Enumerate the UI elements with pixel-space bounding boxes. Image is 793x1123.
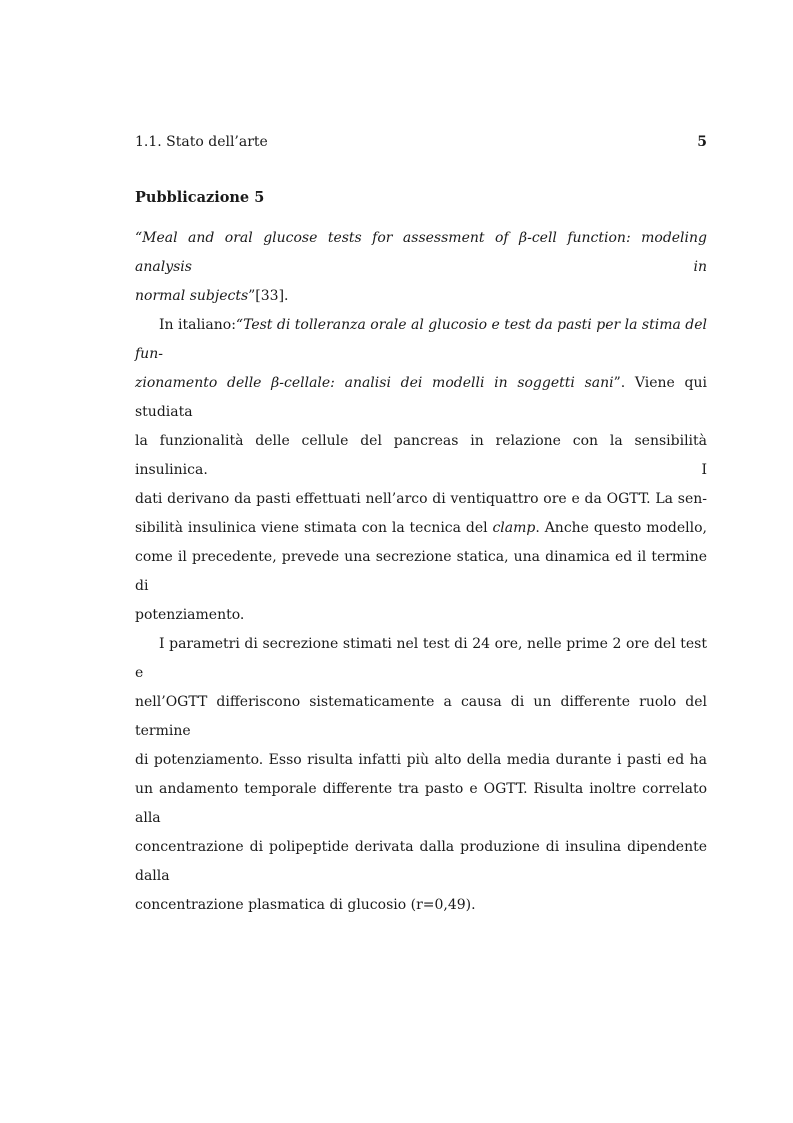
title-line-2 xyxy=(135,282,707,311)
section-title: 1.1. Stato dell’arte xyxy=(135,134,268,150)
para1-prefix: In italiano: xyxy=(159,317,236,333)
para1-line-5-end: . Anche questo modello, xyxy=(535,520,707,536)
para2-line-5: concentrazione di polipeptide derivata dalla produzione di insulina dipendente dalla xyxy=(135,839,707,884)
para2-line-4: un andamento temporale differente tra pasto e OGTT. Risulta inoltre correlato alla xyxy=(135,781,707,826)
para1-line-4: dati derivano da pasti effettuati nell’arco di ventiquattro ore e da OGTT. La sen- xyxy=(135,491,707,507)
para1-line-5-start: sibilità insulinica viene stimata con la tecnica del xyxy=(135,520,493,536)
publication-heading: Pubblicazione 5 xyxy=(135,189,265,206)
para1-italic-1: “Test di tolleranza orale al glucosio e test da pasti per la stima del fun- xyxy=(135,317,707,362)
title-line-1 xyxy=(135,224,707,282)
para2-line-2: nell’OGTT differiscono sistematicamente a causa di un differente ruolo del termine xyxy=(135,694,707,739)
publication-title xyxy=(135,224,707,311)
publication-body xyxy=(135,224,707,920)
paragraph-1 xyxy=(135,311,707,630)
title-citation: ”[33]. xyxy=(248,288,289,304)
para1-line-5 xyxy=(135,514,707,543)
para1-clamp-italic: clamp xyxy=(492,520,536,536)
paragraph-2 xyxy=(135,630,707,920)
para2-line-1: I parametri di secrezione stimati nel test di 24 ore, nelle prime 2 ore del test e xyxy=(135,636,707,681)
running-header xyxy=(135,133,707,151)
para1-line-2 xyxy=(135,369,707,427)
para1-line-1 xyxy=(135,311,707,369)
title-italic-2: normal subjects xyxy=(135,288,249,304)
title-italic-1: “Meal and oral glucose tests for assessment of β-cell function: modeling analysis in xyxy=(135,230,707,275)
para2-line-6: concentrazione plasmatica di glucosio (r=0,49). xyxy=(135,897,476,913)
page-number: 5 xyxy=(697,134,707,150)
para1-line-6: come il precedente, prevede una secrezione statica, una dinamica ed il termine di xyxy=(135,549,707,594)
para1-line-7: potenziamento. xyxy=(135,607,245,623)
para2-line-3: di potenziamento. Esso risulta infatti più alto della media durante i pasti ed ha xyxy=(135,752,707,768)
para1-italic-2: zionamento delle β-cellale: analisi dei modelli in soggetti sani xyxy=(135,375,614,391)
para1-line-3: la funzionalità delle cellule del pancreas in relazione con la sensibilità insulinica. I xyxy=(135,433,707,478)
para1-line-2-rest: ”. Viene qui studiata xyxy=(135,375,707,420)
